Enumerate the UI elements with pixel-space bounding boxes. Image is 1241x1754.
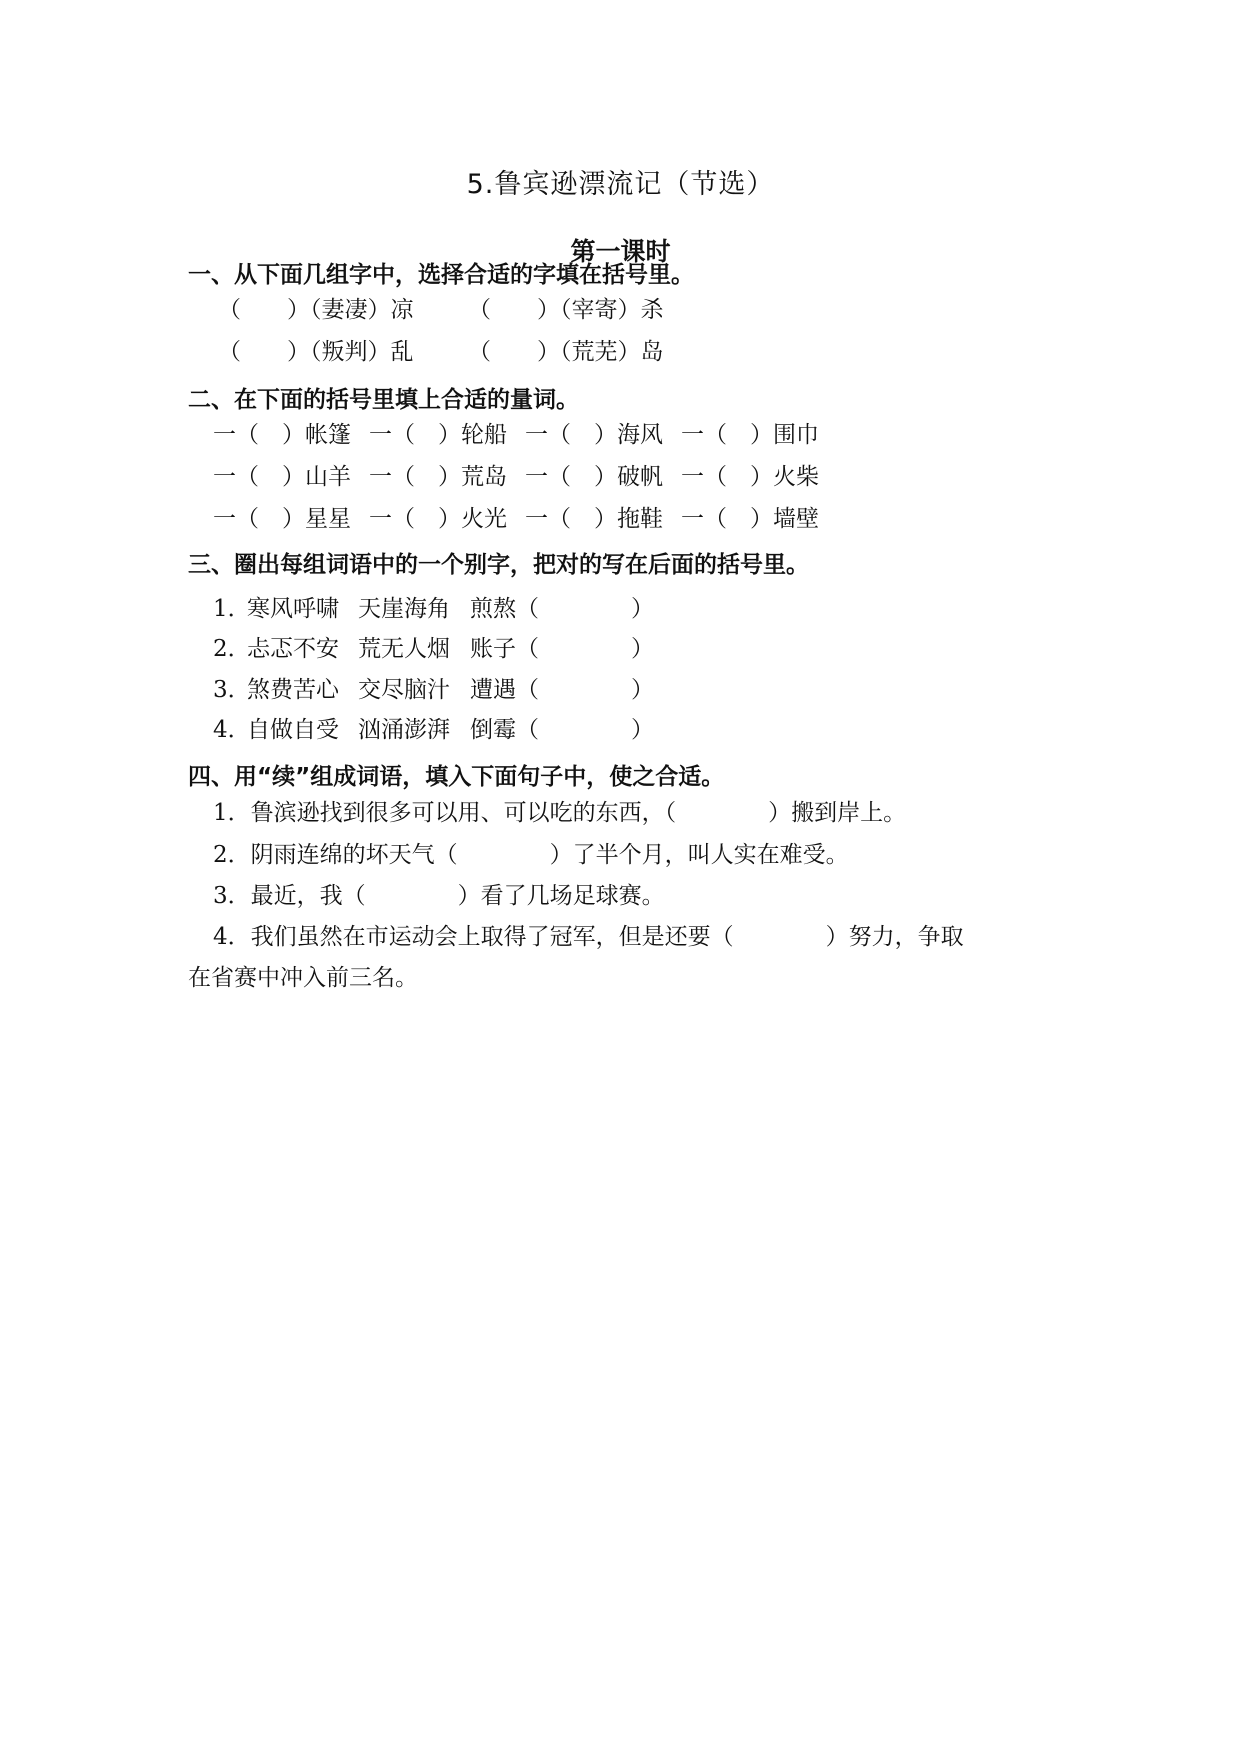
measure-word-item: 一（ ）荒岛 [369, 464, 507, 490]
lesson-subtitle: 第一课时 [570, 237, 671, 266]
section4-sentence-1: 1．鲁滨逊找到很多可以用、可以吃的东西，（ ）搬到岸上。 [213, 800, 907, 826]
measure-word-item: 一（ ）山羊 [213, 464, 351, 490]
item-number: 3． [213, 677, 251, 703]
section4-sentence-2: 2．阴雨连绵的坏天气（ ）了半个月，叫人实在难受。 [213, 842, 849, 868]
section4-sentence-4: 4．我们虽然在市运动会上取得了冠军，但是还要（ ）努力，争取 [213, 924, 964, 950]
section4-sentence-4-continuation: 在省赛中冲入前三名。 [188, 965, 418, 991]
fill-char-item: （ ）（荒芜）岛 [468, 339, 664, 365]
measure-word-item: 一（ ）拖鞋 [525, 506, 663, 532]
word-group: 自做自受 [247, 717, 339, 743]
word-group: 天崖海角 [358, 596, 450, 622]
item-number: 1． [213, 596, 251, 622]
word-group: 汹涌澎湃 [358, 717, 450, 743]
item-number: 4． [213, 717, 251, 743]
word-group: 荒无人烟 [358, 636, 450, 662]
item-number: 2． [213, 636, 251, 662]
fill-char-item: （ ）（叛判）乱 [218, 339, 414, 365]
measure-word-item: 一（ ）火光 [369, 506, 507, 532]
fill-char-item: （ ）（妻凄）凉 [218, 297, 414, 323]
word-group: 寒风呼啸 [247, 596, 339, 622]
word-group: 账子（ ） [470, 636, 654, 662]
word-group: 遭遇（ ） [470, 677, 654, 703]
measure-word-item: 一（ ）轮船 [369, 422, 507, 448]
measure-word-item: 一（ ）破帆 [525, 464, 663, 490]
measure-word-item: 一（ ）围巾 [681, 422, 819, 448]
fill-char-item: （ ）（宰寄）杀 [468, 297, 664, 323]
page-title: 5.鲁宾逊漂流记（节选） [466, 169, 775, 200]
word-group: 煞费苦心 [247, 677, 339, 703]
measure-word-item: 一（ ）帐篷 [213, 422, 351, 448]
section1-heading: 一、从下面几组字中，选择合适的字填在括号里。 [188, 262, 694, 288]
measure-word-item: 一（ ）海风 [525, 422, 663, 448]
word-group: 倒霉（ ） [470, 717, 654, 743]
section3-heading: 三、圈出每组词语中的一个别字，把对的写在后面的括号里。 [188, 552, 809, 578]
word-group: 忐忑不安 [247, 636, 339, 662]
measure-word-item: 一（ ）星星 [213, 506, 351, 532]
section4-heading: 四、用“续”组成词语，填入下面句子中，使之合适。 [188, 764, 725, 790]
word-group: 交尽脑汁 [358, 677, 450, 703]
measure-word-item: 一（ ）火柴 [681, 464, 819, 490]
word-group: 煎熬（ ） [470, 596, 654, 622]
section4-sentence-3: 3．最近，我（ ）看了几场足球赛。 [213, 883, 665, 909]
measure-word-item: 一（ ）墙壁 [681, 506, 819, 532]
section2-heading: 二、在下面的括号里填上合适的量词。 [188, 387, 579, 413]
